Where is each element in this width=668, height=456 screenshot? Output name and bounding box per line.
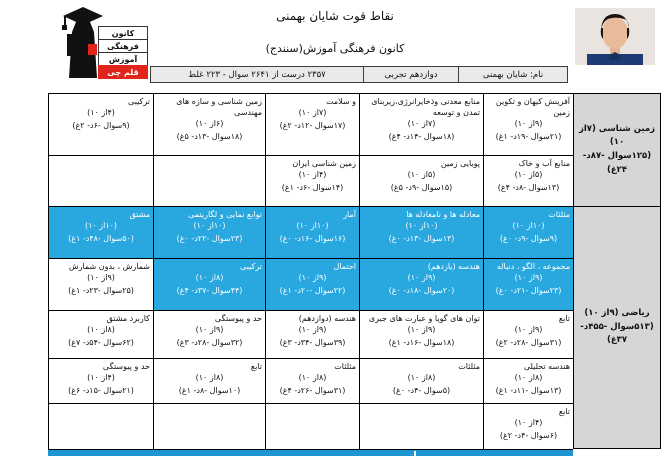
subject-score: (۸از ۱۰) [195,373,224,383]
subject-detail: (۲۰سوال -۱۸د- ۰غ) [388,285,455,295]
student-info-bar [150,66,568,83]
empty-cell [49,155,154,206]
subject-cell [484,155,574,206]
subjects-table [48,93,661,449]
subject-detail: (۶سوال -۴د- ۲غ) [499,430,558,440]
subject-title: و سلامت [325,97,356,106]
subject-score: (۵از ۱۰) [407,170,436,180]
subject-detail: (۲۱سوال -۱۵د- ۶غ) [68,385,134,395]
subject-title: تابع [250,362,262,371]
student-grade-cell: دوازدهم تجربی [363,66,459,83]
group-title: زمین شناسی (۷از ۱۰) [578,123,656,148]
subject-title: منابع معدنی وذخایرانرژی،زیربنای تمدن و توسعه [371,97,480,118]
empty-cell [154,155,266,206]
subject-cell [360,155,484,206]
subject-detail: (۲۳سوال -۲۱د- ۰غ) [495,285,562,295]
subject-title: زمین شناسی و سازه های مهندسی [176,97,262,118]
subject-title: مثلثات [548,210,570,219]
subject-score: (۱۰از ۱۰) [296,221,329,231]
subject-title: منابع آب و خاک [518,159,570,168]
subject-cell [484,358,574,403]
subject-cell [266,258,360,310]
subject-detail: (۵۰سوال -۴۸د- ۱غ) [68,233,134,243]
subject-title: هندسه (یازدهم) [427,262,480,271]
subject-cell [154,358,266,403]
subject-cell [154,258,266,310]
subject-cell [266,206,360,258]
group-header-math [574,206,661,449]
subject-title: تابع [558,314,570,323]
subject-title: توابع نمایی و لگاریتمی [188,210,262,219]
logo-word-amoozesh: آموزش [98,52,148,66]
subject-cell [484,310,574,358]
subject-title: زمین شناسی ایران [292,159,356,168]
subject-detail: (۹سوال -۶د- ۲غ) [72,120,130,130]
subject-score: (۱۰از ۱۰) [405,221,438,231]
subject-detail: (۱۳سوال -۱۱د- ۱غ) [495,385,562,395]
subject-cell [266,310,360,358]
subject-detail: (۳۱سوال -۲۸د- ۲غ) [495,337,562,347]
group-header-geology [574,93,661,206]
subject-title: تابع [558,407,570,416]
subject-title: حد و پیوستگی [102,362,150,371]
kanoon-logo [55,4,150,84]
subject-score: (۹از ۱۰) [514,273,543,283]
subject-title: مشتق [129,210,150,219]
subject-detail: (۵سوال -۴د- ۰غ) [392,385,451,395]
subject-cell [266,358,360,403]
subject-detail: (۲۱سوال -۱۹د- ۱غ) [495,131,562,141]
subject-score: (۹از ۱۰) [195,325,224,335]
subject-detail: (۳۱سوال -۲۶د- ۴غ) [279,385,346,395]
subject-title: هندسه (دوازدهم) [298,314,356,323]
subject-score: (۶از ۱۰) [195,119,224,129]
subject-detail: (۱۳سوال -۸د- ۴غ) [497,182,560,192]
subject-cell [484,93,574,155]
subject-score: (۹از ۱۰) [514,325,543,335]
subject-cell [484,206,574,258]
student-photo [575,8,655,65]
subject-score: (۷از ۱۰) [407,119,436,129]
center-subtitle: کانون فرهنگی آموزش(سنندج) [265,42,405,55]
subject-title: هندسه تحلیلی [523,362,570,371]
subject-detail: (۳۲سوال -۲۸د- ۳غ) [176,337,243,347]
logo-word-farhangi: فرهنگی [98,39,148,53]
subject-score: (۱۰از ۱۰) [512,221,545,231]
empty-cell [49,403,154,449]
subject-title: پویایی زمین [440,159,480,168]
subject-cell [360,358,484,403]
subject-detail: (۱۵سوال -۹د- ۵غ) [390,182,453,192]
subject-cell [49,93,154,155]
subject-score: (۸از ۱۰) [407,373,436,383]
subject-score: (۸از ۱۰) [298,373,327,383]
subject-cell [266,93,360,155]
subject-detail: (۱۸سوال -۱۴د- ۴غ) [388,131,455,141]
subject-title: آفرینش کیهان و تکوین زمین [495,97,570,118]
empty-cell [266,403,360,449]
subject-title: حد و پیوستگی [214,314,262,323]
subject-detail: (۱۴سوال -۶د- ۱غ) [281,182,344,192]
subject-score: (۴از ۱۰) [298,170,327,180]
subject-score: (۴از ۱۰) [87,108,115,118]
empty-cell [154,403,266,449]
logo-wordmark [98,27,148,79]
subject-score: (۱۰از ۱۰) [193,221,226,231]
logo-word-kanoon: کانون [98,26,148,40]
empty-cell [360,403,484,449]
subject-title: ترکیبی [128,97,150,106]
subject-title: مثلثات [334,362,356,371]
subject-cell [49,258,154,310]
subject-cell [360,93,484,155]
subject-detail: (۱۸سوال -۱۶د- ۱غ) [388,337,455,347]
group-detail: (۵۱۳سوال -۴۵۵د- ۳۷غ) [580,321,654,346]
subject-title: ترکیبی [240,262,262,271]
subject-title: مجموعه ، الگو ، دنباله [496,262,570,271]
subject-cell [154,93,266,155]
subject-cell [360,258,484,310]
subject-score: (۵از ۱۰) [514,170,543,180]
student-name-cell: نام: شایان بهمنی [458,66,568,83]
subject-title: معادله ها و نامعادله ها [406,210,480,219]
subject-detail: (۲۲سوال -۲۰د- ۱غ) [279,285,346,295]
subject-title: کاربرد مشتق [106,314,150,323]
subject-cell [360,206,484,258]
subject-detail: (۶۲سوال -۵۴د- ۷غ) [68,337,134,347]
subject-title: شمارش ، بدون شمارش [68,262,150,271]
subject-score: (۴از ۱۰) [514,418,543,428]
group-title: ریاضی (۹از ۱۰) [584,308,650,319]
subject-detail: (۲۳سوال -۲۲د- ۰غ) [176,233,243,243]
subject-score: (۸از ۱۰) [87,325,115,335]
subject-score: (۹از ۱۰) [514,119,543,129]
subject-detail: (۲۵سوال -۲۳د- ۱غ) [68,285,134,295]
subject-detail: (۱۰سوال -۸د- ۱غ) [178,385,241,395]
subject-score: (۹از ۱۰) [407,325,436,335]
subject-title: مثلثات [458,362,480,371]
logo-word-ghalamchi: قلم چی [98,65,148,79]
subject-detail: (۹سوال -۹د- ۰غ) [499,233,558,243]
subject-title: توان های گویا و عبارت های جبری [368,314,480,323]
subject-detail: (۱۶سوال -۱۶د- ۰غ) [279,233,346,243]
subject-score: (۷از ۱۰) [298,108,327,118]
subject-cell [484,403,574,449]
subject-detail: (۳۹سوال -۳۴د- ۳غ) [279,337,346,347]
subject-detail: (۴۴سوال -۳۷د- ۴غ) [176,285,243,295]
subject-score: (۹از ۱۰) [87,273,115,283]
cutoff-row-divider [414,451,416,456]
subject-score: (۱۰از ۱۰) [84,221,118,231]
subject-title: احتمال [333,262,356,271]
group-detail: (۱۲۵سوال -۸۷د- ۲۴غ) [582,151,652,175]
subject-cell [484,258,574,310]
subject-cell [154,310,266,358]
score-summary-cell: ۲۳۵۷ درست از ۲۶۴۱ سوال - ۲۲۳ غلط [150,66,364,83]
subject-cell [360,310,484,358]
subject-cell [49,310,154,358]
subject-score: (۹از ۱۰) [298,325,327,335]
page-title: نقاط قوت شایان بهمنی [276,9,394,23]
subject-score: (۹از ۱۰) [407,273,436,283]
subject-score: (۸از ۱۰) [195,273,224,283]
subject-detail: (۱۸سوال -۱۳د- ۵غ) [176,131,243,141]
subject-cell [49,206,154,258]
subject-title: آمار [343,210,356,219]
subject-cell [154,206,266,258]
subject-score: (۸از ۱۰) [514,373,543,383]
subject-cell [266,155,360,206]
cutoff-highlight-row [48,449,573,456]
subject-cell [49,358,154,403]
subject-score: (۴از ۱۰) [87,373,115,383]
subject-detail: (۱۷سوال -۱۲د- ۲غ) [279,120,346,130]
subject-detail: (۱۳سوال -۱۳د- ۰غ) [388,233,455,243]
subject-score: (۹از ۱۰) [298,273,327,283]
